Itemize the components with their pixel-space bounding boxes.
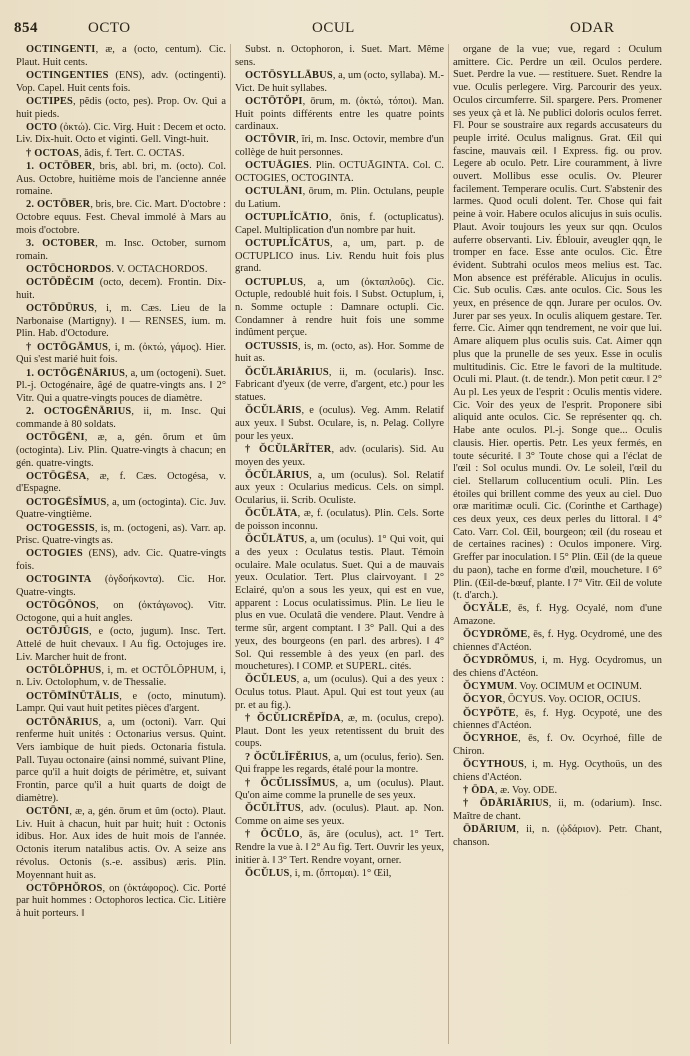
dictionary-entry: 1. OCTŌGĒNĀRIUS, a, um (octogeni). Suet. Pl.-j. Octogénaire, âgé de quatre-vingts ans. ‖ 2° Vitr. Qui a quatre-vingts pouces de diamètre. <box>16 367 227 404</box>
dictionary-entry: OCTŌNĀRIUS, a, um (octoni). Varr. Qui renferme huit unités : Octonarius versus. Quint. Vers iambique de huit pieds. Octonaria fistula. Pall. Tuyau octonaire (ainsi nommé, suivant Pline, parce qu'il a huit doigts de périmètre, et, suivant Frontin, parce qu'il a huit quarts de doigt de diamètre). <box>16 716 226 804</box>
headword: † OCTŌGĀMUS <box>26 341 109 353</box>
headword: OCTŌSYLLĀBUS <box>245 69 333 81</box>
dictionary-entry: OCTŌNI, æ, a, gén. ōrum et ûm (octo). Plaut. Liv. Huit à chacun, huit par huit; huit : Octonis idibus. Hor. Aux ides de huit mois de l'année. Octonis iterum natalibus actis. Ov. A seize ans révolus. Octonis (s.-e. assibus) æris. Plin. Moyennant huit as. <box>16 805 226 881</box>
headword: ŎCYTHOUS <box>463 759 525 771</box>
column-middle <box>230 44 448 1044</box>
dictionary-entry: ŎCŬLĀRIS, e (oculus). Veg. Amm. Relatif aux yeux. ‖ Subst. Oculare, is, n. Pelag. Collyre pour les yeux. <box>235 405 444 442</box>
headword: OCTINGENTIES <box>26 69 109 81</box>
headword: ŎCŬLUS <box>245 868 290 879</box>
dictionary-entry: OCTOGĒSĬMUS, a, um (octoginta). Cic. Juv. Quatre-vingtième. <box>16 496 226 521</box>
header-left-word: OCTO <box>88 20 131 36</box>
dictionary-entry: OCTŌGĒSA, æ, f. Cæs. Octogésa, v. d'Espagne. <box>16 470 226 495</box>
headword: ŎCŬLĬTUS <box>245 803 301 815</box>
dictionary-entry: Subst. n. Octophoron, i. Suet. Mart. Même sens. <box>235 44 444 68</box>
headword: OCTŌGĒNI <box>26 432 85 444</box>
dictionary-entry: OCTŌCHORDOS. V. OCTACHORDOS. <box>26 263 208 275</box>
dictionary-entry: ŎCŬLĀTUS, a, um (oculus). 1° Qui voit, qui a des yeux : Oculatus testis. Plaut. Témoin oculaire. Male oculatus. Suet. Qui a de mauvais yeux. Oculatior. Tert. Plus clairvoyant. ‖ 2° Eclairé, qu'on a sous les yeux, qui est en vue, apparent : Locus oculatissimus. Plin. Le lieu le plus en vue. Oculatâ die vendere. Plaut. Vendre à terme sûr, argent comptant. ‖ 3° Pall. Qui a des yeux, des bourgeons (en parl. des arbres). ‖ 4° Sol. Qui ressemble à des yeux (en parl. des mouchetures). ‖ COMP. et SUPERL. cités. <box>235 534 444 673</box>
headword: OCTŌDŪRUS <box>26 303 95 315</box>
headword: OCTUPLĬCĀTUS <box>245 238 330 250</box>
dictionary-entry: ŎCYTHOUS, i, m. Hyg. Ocythoüs, un des chiens d'Actéon. <box>453 759 662 784</box>
dictionary-entry: ŎCŬLĀRIĀRIUS, ii, m. (ocularis). Insc. Fabricant d'yeux (de verre, d'argent, etc.) pour les statues. <box>235 366 444 403</box>
headword: ŎCYDRŎME <box>463 629 528 641</box>
dictionary-entry: OCTOGINTA (ὀγδοήκοντα). Cic. Hor. Quatre-vingts. <box>16 574 226 599</box>
dictionary-entry: OCTUPLUS, a, um (ὀκταπλοῦς). Cic. Octuple, redoublé huit fois. ‖ Subst. Octuplum, i, n. Somme octuple : Damnare octupli. Cic. Condamner à rendre huit fois une somme indûment perçue. <box>235 276 444 339</box>
headword: ŎCYMUM <box>463 681 515 693</box>
headword: ŎCYPŎTE <box>463 707 516 719</box>
headword: OCTŌMĪNŪTĀLIS <box>26 690 120 702</box>
dictionary-entry: † ŎCŬLICRĔPĬDA, æ, m. (oculus, crepo). Plaut. Dont les yeux retentissent du bruit des coups. <box>235 713 444 750</box>
headword: OCTŌGŌNOS <box>26 600 96 612</box>
dictionary-entry: OCTUPLĬCĀTUS, a, um, part. p. de OCTUPLICO inus. Liv. Rendu huit fois plus grand. <box>235 238 444 275</box>
headword: ŎCŬLĀRIUS <box>245 469 310 481</box>
headword: 1. OCTŌGĒNĀRIUS <box>26 367 126 379</box>
dictionary-entry: † ŌDA, æ. Voy. ODE. <box>463 785 558 797</box>
headword: OCTUPLUS <box>245 276 304 288</box>
dictionary-entry: OCTOGIES (ENS), adv. Cic. Quatre-vingts fois. <box>16 548 226 573</box>
headword: ŌDĀRIUM <box>463 824 517 836</box>
dictionary-entry: OCTIPES, pĕdis (octo, pes). Prop. Ov. Qui a huit pieds. <box>16 95 226 120</box>
running-header <box>10 20 680 42</box>
headword: † ŎCŬLISSĬMUS <box>245 777 336 789</box>
headword: ŎCŬLĀRIS <box>245 405 302 417</box>
headword: † ŌDA <box>463 785 495 797</box>
headword: ŎCŬLĀTUS <box>245 534 305 546</box>
dictionary-entry: ŎCYOR, ŎCYUS. Voy. OCIOR, OCIUS. <box>463 694 641 706</box>
headword: OCTŌLŎPHUS <box>26 664 102 676</box>
dictionary-entry: ? ŎCŬLĬFĔRIUS, a, um (oculus, ferio). Sen. Qui frappe les regards, étalé pour la montre. <box>235 751 444 776</box>
dictionary-entry: OCTŌGĒNI, æ, a, gén. ōrum et ûm (octoginta). Liv. Plin. Quatre-vingts à chacun; en gén. quatre-vingts. <box>16 432 226 469</box>
dictionary-entry: OCTŌJŪGIS, e (octo, jugum). Insc. Tert. Attelé de huit chevaux. ‖ Au fig. Octojuges ire. Liv. Marcher huit de front. <box>16 626 226 663</box>
header-center-word: OCUL <box>312 20 355 36</box>
headword: 3. OCTOBER <box>26 238 96 250</box>
headword: ŎCŬLĀTA <box>245 508 298 520</box>
headword: † ŎCŬLĀRĬTER <box>245 443 332 455</box>
dictionary-entry: † ŎCŬLO, ās, āre (oculus), act. 1° Tert. Rendre la vue à. ‖ 2° Au fig. Tert. Ouvrir les yeux, initier à. ‖ 3° Tert. Rendre voyant, orner. <box>235 829 444 866</box>
dictionary-entry: OCTŌDĔCIM (octo, decem). Frontin. Dix-huit. <box>16 277 226 301</box>
dictionary-entry: ŎCŬLĀTA, æ, f. (oculatus). Plin. Cels. Sorte de poisson inconnu. <box>235 508 444 533</box>
dictionary-entry: 1. OCTŌBER, bris, abl. bri, m. (octo). Col. Aus. Octobre, huitième mois de l'ancienne année romaine. <box>16 160 226 198</box>
column-right <box>448 44 666 1044</box>
headword: OCTUSSIS <box>245 340 299 352</box>
header-right-word: ODAR <box>570 20 615 36</box>
headword: ? ŎCŬLĬFĔRIUS <box>245 751 329 763</box>
headword: ŎCŬLĀRIĀRIUS <box>245 366 329 378</box>
headword: OCTŌNĀRIUS <box>26 716 99 728</box>
headword: ŎCYĂLE <box>463 603 509 615</box>
headword: OCTŌNI <box>26 805 70 817</box>
dictionary-entry: ŎCYDRŎME, ēs, f. Hyg. Ocydromé, une des chiennes d'Actéon. <box>453 629 662 654</box>
dictionary-entry: 3. OCTOBER, m. Insc. October, surnom romain. <box>16 238 226 262</box>
headword: 2. OCTŌBER <box>26 199 91 211</box>
dictionary-entry: OCTOGESSIS, is, m. (octogeni, as). Varr. ap. Prisc. Quatre-vingts as. <box>16 522 226 547</box>
dictionary-entry: † ŎCŬLĀRĬTER, adv. (ocularis). Sid. Au moyen des yeux. <box>235 443 444 468</box>
headword: ŎCYOR <box>463 694 503 706</box>
column-left <box>12 44 230 1044</box>
dictionary-entry: † OCTOAS, ădis, f. Tert. C. OCTAS. <box>26 147 185 159</box>
dictionary-entry: ŎCŬLEUS, a, um (oculus). Qui a des yeux : Oculus totus. Plaut. Apul. Qui est tout yeux (au pr. et au fig.). <box>235 674 444 711</box>
dictionary-entry: OCTUĀGIES. Plin. OCTUĀGINTA. Col. C. OCTOGIES, OCTOGINTA. <box>235 160 444 185</box>
page-number: 854 <box>14 20 38 36</box>
headword: † OCTOAS <box>26 147 80 159</box>
dictionary-entry: ŎCYDRŎMUS, i, m. Hyg. Ocydromus, un des chiens d'Actéon. <box>453 655 662 679</box>
dictionary-entry: OCTO (ὀκτώ). Cic. Virg. Huit : Decem et octo. Liv. Dix-huit. Octo et viginti. Gell. Vingt-huit. <box>16 121 226 146</box>
dictionary-entry: ŎCŬLĀRIUS, a, um (oculus). Sol. Relatif aux yeux : Ocularius medicus. Cels. on simpl. Ocularius, ii. Scrib. Oculiste. <box>235 469 444 507</box>
headword: OCTUĀGIES <box>245 160 310 172</box>
dictionary-entry: OCTŌSYLLĀBUS, a, um (octo, syllaba). M.-Vict. De huit syllabes. <box>235 69 444 94</box>
headword: OCTŌJŪGIS <box>26 626 90 638</box>
dictionary-entry: OCTINGENTI, æ, a (octo, centum). Cic. Plaut. Huit cents. <box>16 44 226 68</box>
dictionary-entry: OCTŌGŌNOS, on (ὀκτάγωνος). Vitr. Octogone, qui a huit angles. <box>16 600 226 624</box>
headword: 1. OCTŌBER <box>26 160 93 172</box>
headword: OCTINGENTI <box>26 44 96 55</box>
headword: OCTOGĒSĬMUS <box>26 496 107 508</box>
dictionary-entry: organe de la vue; vue, regard : Oculum amittere. Cic. Perdre un œil. Oculos perdere. Suet. Perdre la vue. — restituere. Suet. Rendre la vue. Oculis perlegere. Virg. Parcourir des yeux. Oculos circumferre. Sil. spargere. Pers. Promener ses yeux çà et là. Ne publici doloris oculos ferret. Fl. Pour se soustraire aux regards accusateurs du peuple irrité. Oculus malignus. Grat. Œil qui fascine, mauvais œil. ‖ Express. fig. ou prov. Legere ab oculo. Petr. Lire couramment, à livre ouvert. Mollibus esse oculis. Ov. Pleurer facilement. Temperare oculis. Curt. S'abstenir des larmes. Quod oculi dolent. Ter. Chose qui fait peine à voir. Habere oculos alicujus in suis oculis. Plaut. Avoir toujours les yeux sur qqn. Oculos auferre observanti. Liv. Éblouir, aveugler qqn, le tromper en face. Esse ante oculos. Cic. Être évident. Subtrahi oculos meos melius est. Tac. Mon absence est préférable. Alicujus in oculis. Cic. Sub oculis. Cæs. ante oculos. Cic. Sous les yeux, en présence de qqn. Jurare per oculos. Ov. Jurer par ses yeux. In oculis aliquem gestare. Ter. ferre. Cic. Aimer qqn tendrement, ne voir que lui. Amare aliquem plus oculis suis. Cat. Aimer qqn plus que la prunelle de ses yeux. Esse in oculis multitudinis. Cic. Etre le favori de la multitude. Oculi mi. Plaut. (t. de tendr.). Mon petit cœur. ‖ 2° Au pl. Les yeux de l'esprit : Oculis mentis videre. Cic. Voir des yeux de l'esprit. Proponere sibi aliquid ante oculos. Cic. Se représenter qq. ch. Habe ante oculos. Pl.-j. Songe que... Oculis clausis. Hier. opertis. Petr. Les yeux fermés, en toute sécurité. ‖ 3° Toute chose qui a l'éclat de l'œil : Sol oculus mundi. Ov. Le soleil, l'œil du ciel. Stellarum collucentium oculi. Plin. Les étoiles qui brillent comme des yeux au ciel. Duo oræ maritimæ oculi. Cic. (Corinthe et Carthage) ces deux yeux, ces deux perles du littoral. ‖ 4° Cato. Varr. Col. Œil, bourgeon; œil (du roseau et de certaines racines) : Oculos imponere. Virg. Greffer par inoculation. ‖ 5° Plin. Œil (de la queue du paon), tache en forme d'œil, moucheture. ‖ 6° Plin. (Œil-de-bœuf, plante. ‖ 7° Vitr. Œil de volute (t. d'arch.). <box>453 44 662 602</box>
dictionary-entry: OCTUSSIS, is, m. (octo, as). Hor. Somme de huit as. <box>235 340 444 365</box>
dictionary-entry: ŎCYMUM. Voy. OCIMUM et OCINUM. <box>463 681 642 693</box>
headword: † ŎCŬLICRĔPĬDA <box>245 713 341 725</box>
headword: 2. OCTOGĒNĀRIUS <box>26 406 132 418</box>
dictionary-entry: ŌDĀRIUM, ii, n. (ᾠδάριον). Petr. Chant, chanson. <box>453 824 662 849</box>
headword: OCTŌTŎPI <box>245 95 303 107</box>
dictionary-entry: ŎCYPŎTE, ēs, f. Hyg. Ocypoté, une des chiennes d'Actéon. <box>453 707 662 732</box>
headword: OCTŌGĒSA <box>26 470 87 482</box>
headword: ŎCYRHOE <box>463 733 519 745</box>
headword: OCTOGINTA <box>26 574 92 586</box>
dictionary-entry: † ŌDĀRIĀRIUS, ii, m. (odarium). Insc. Maître de chant. <box>453 798 662 823</box>
headword: OCTŌCHORDOS <box>26 263 112 275</box>
dictionary-entry: OCTULĀNI, ōrum, m. Plin. Octulans, peuple du Latium. <box>235 186 444 210</box>
headword: OCTŌDĔCIM <box>26 277 95 289</box>
headword: ŎCŬLEUS <box>245 674 297 686</box>
headword: † ŌDĀRIĀRIUS <box>463 798 549 810</box>
dictionary-entry: OCTŌVIR, ĭri, m. Insc. Octovir, membre d'un collège de huit personnes. <box>235 134 444 159</box>
dictionary-entry: OCTŌDŪRUS, i, m. Cæs. Lieu de la Narbonaise (Martigny). ‖ — RENSES, ium. m. Plin. Hab. d'Octodure. <box>16 303 226 340</box>
headword: OCTŌPHŎROS <box>26 882 103 894</box>
dictionary-entry: ŎCYĂLE, ēs, f. Hyg. Ocyalé, nom d'une Amazone. <box>453 603 662 628</box>
dictionary-entry: OCTŌMĪNŪTĀLIS, e (octo, minutum). Lampr. Qui vaut huit petites pièces d'argent. <box>16 690 226 715</box>
headword: OCTUPLĬCĀTIO <box>245 212 329 224</box>
headword: OCTOGIES <box>26 548 83 560</box>
headword: OCTŌVIR <box>245 134 297 146</box>
dictionary-entry: † ŎCŬLISSĬMUS, a, um (oculus). Plaut. Qu'on aime comme la prunelle de ses yeux. <box>235 777 444 802</box>
dictionary-entry: ŎCŬLUS, i, m. (ὄπτομαι). 1° Œil, <box>245 868 392 879</box>
dictionary-entry: OCTINGENTIES (ENS), adv. (octingenti). Vop. Capel. Huit cents fois. <box>16 69 226 94</box>
headword: OCTULĀNI <box>245 186 303 198</box>
dictionary-entry: OCTŌPHŎROS, on (ὀκτάφορος). Cic. Porté par huit hommes : Octophoros lectica. Cic. Litière à huit porteurs. ‖ <box>16 882 226 920</box>
dictionary-entry: † OCTŌGĀMUS, i, m. (ὀκτώ, γάμος). Hier. Qui s'est marié huit fois. <box>16 341 226 366</box>
headword: OCTO <box>26 121 58 133</box>
dictionary-entry: 2. OCTŌBER, bris, bre. Cic. Mart. D'octobre : Octobre equus. Fest. Cheval immolé à Mars au mois d'octobre. <box>16 199 226 236</box>
text-columns <box>12 44 680 1044</box>
dictionary-entry: OCTUPLĬCĀTIO, ōnis, f. (octuplicatus). Capel. Multiplication d'un nombre par huit. <box>235 212 444 236</box>
headword: ŎCYDRŎMUS <box>463 655 535 667</box>
headword: † ŎCŬLO <box>245 829 300 841</box>
dictionary-entry: ŎCŬLĬTUS, adv. (oculus). Plaut. ap. Non. Comme on aime ses yeux. <box>235 803 444 828</box>
headword: OCTIPES <box>26 95 74 107</box>
headword: OCTOGESSIS <box>26 522 95 534</box>
dictionary-entry: OCTŌLŎPHUS, i, m. et OCTŌLŎPHUM, i, n. Liv. Octolophum, v. de Thessalie. <box>16 664 226 689</box>
dictionary-entry: OCTŌTŎPI, ōrum, m. (ὀκτώ, τόποι). Man. Huit points différents entre les quatre points cardinaux. <box>235 95 444 133</box>
dictionary-entry: ŎCYRHOE, ēs, f. Ov. Ocyrhoé, fille de Chiron. <box>453 733 662 758</box>
dictionary-entry: 2. OCTOGĒNĀRIUS, ii, m. Insc. Qui commande à 80 soldats. <box>16 406 226 430</box>
